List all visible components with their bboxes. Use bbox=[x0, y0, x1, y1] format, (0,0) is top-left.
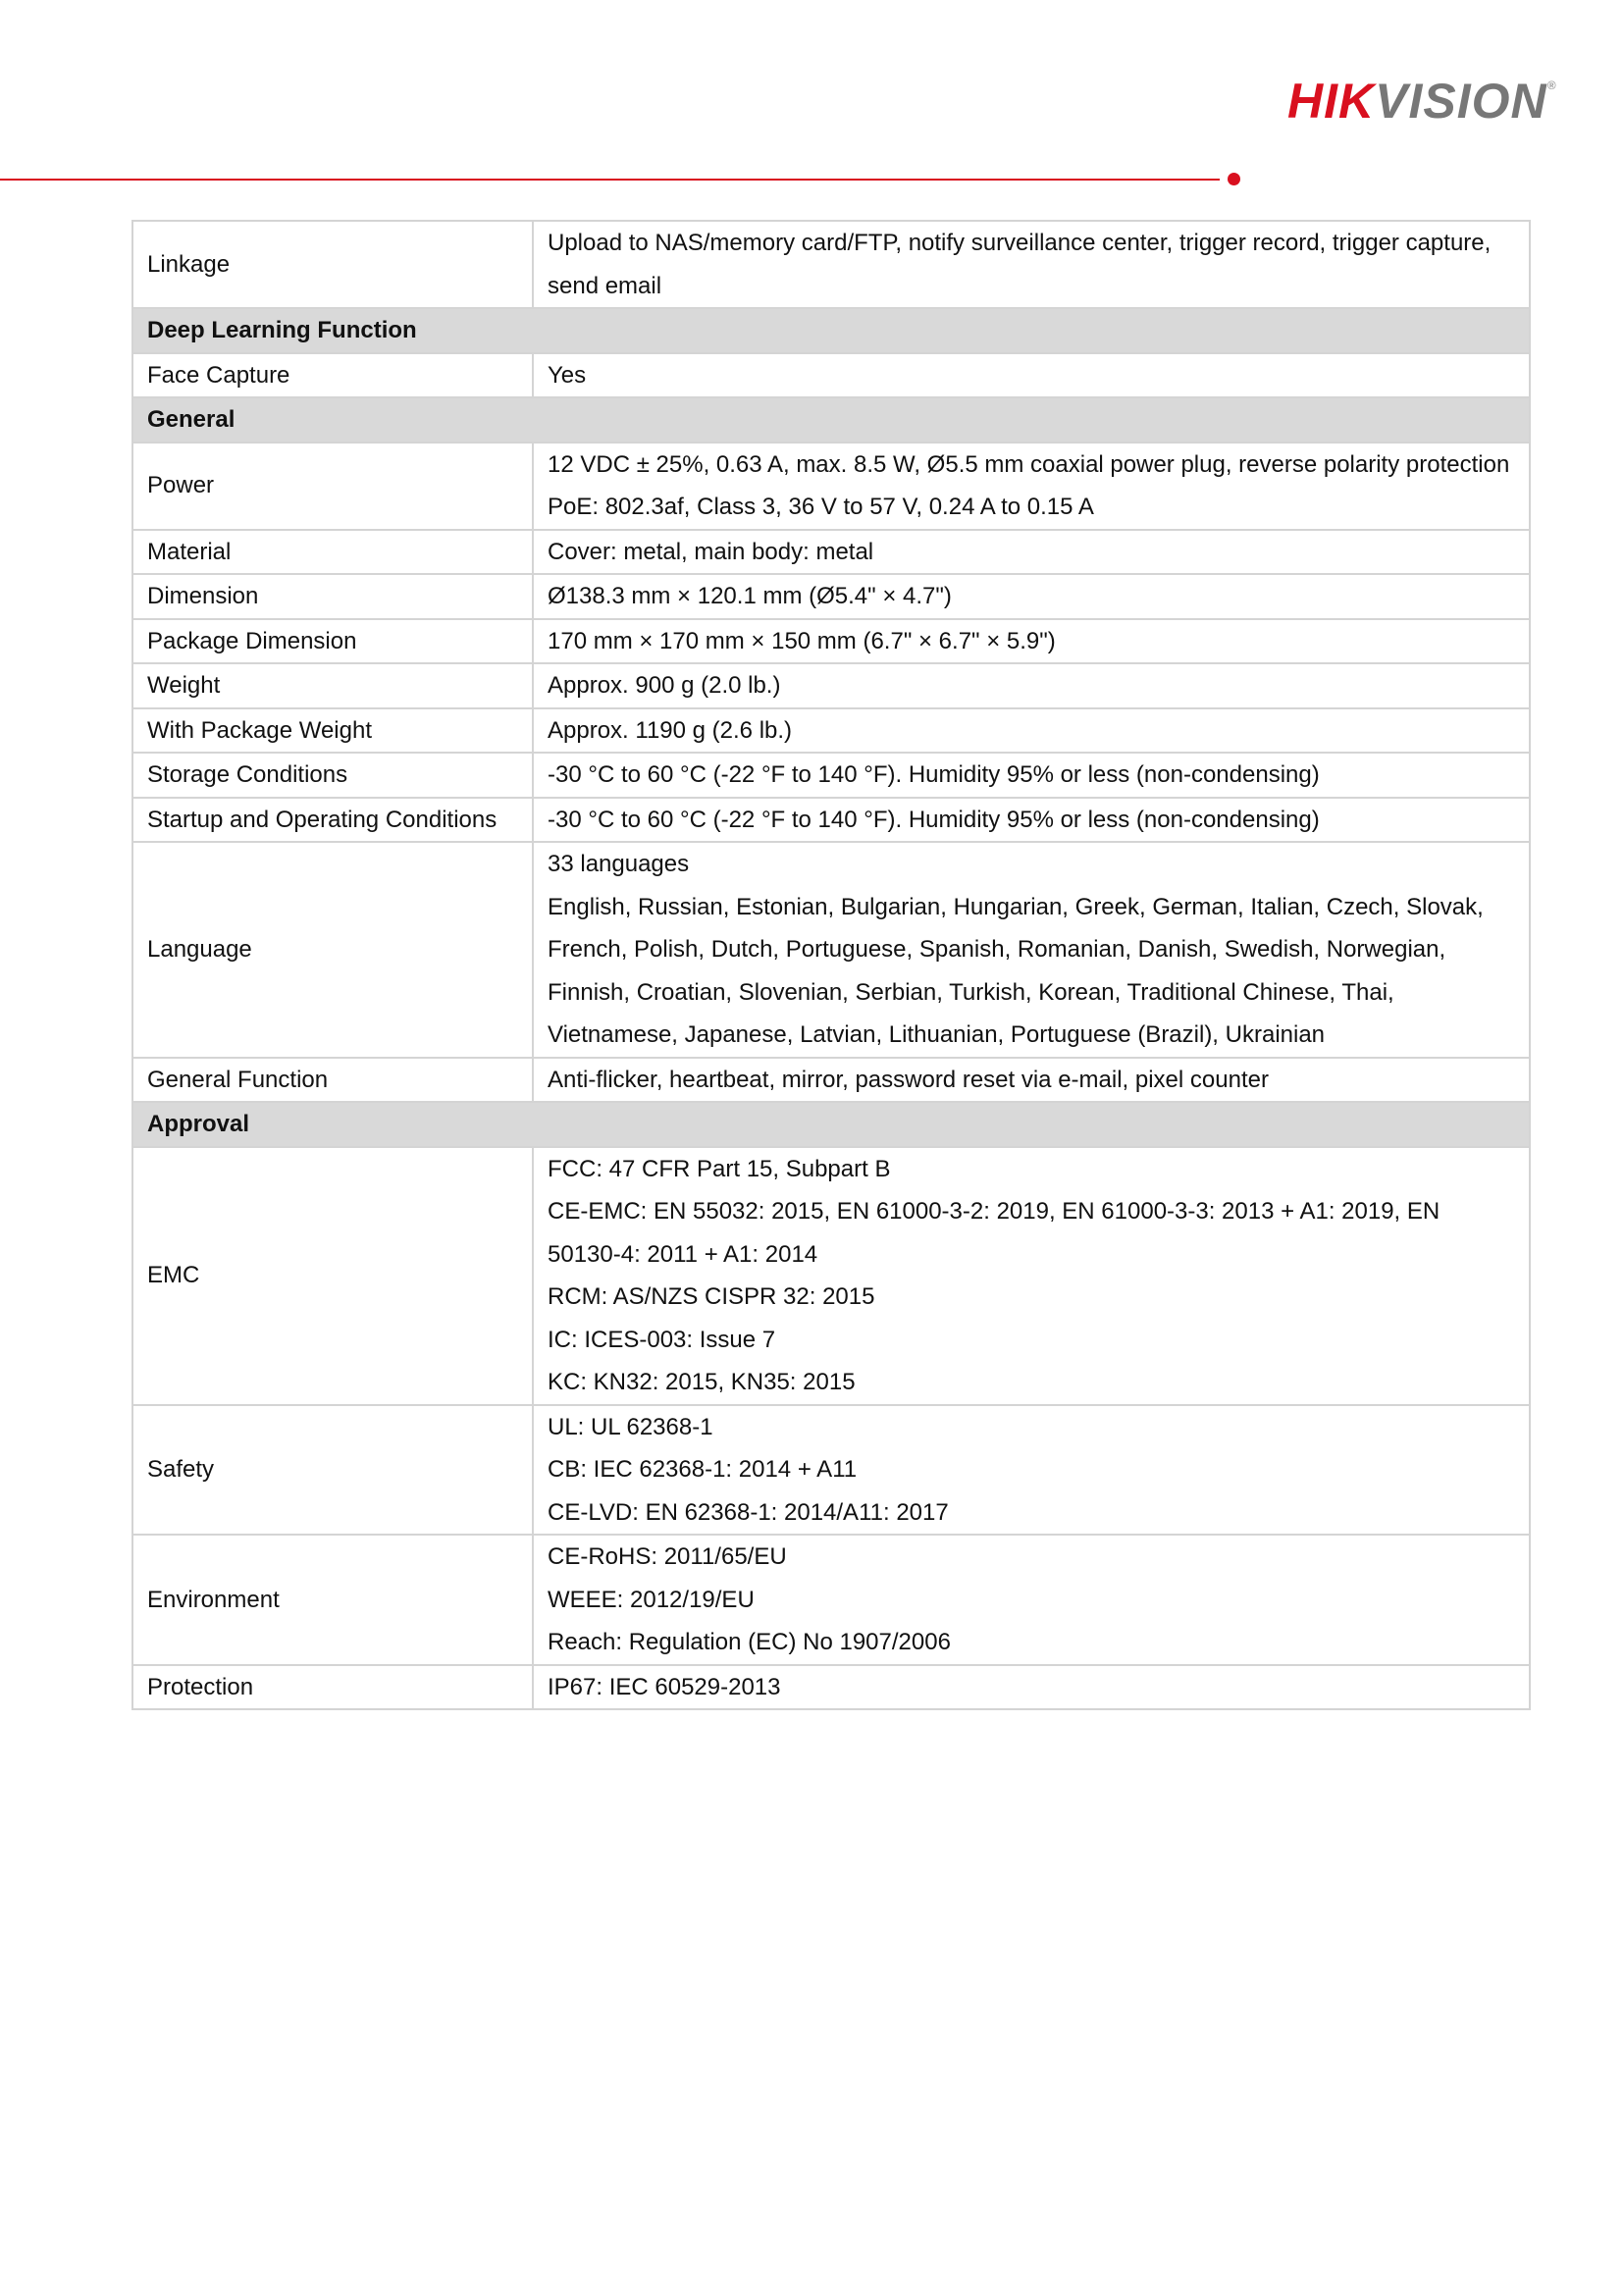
spec-key: Storage Conditions bbox=[132, 753, 533, 798]
spec-value-line: CE-EMC: EN 55032: 2015, EN 61000-3-2: 2019, EN 61000-3-3: 2013 + A1: 2019, EN 50130-4: 2011 + A1: 2014 bbox=[548, 1198, 1440, 1268]
spec-key: Face Capture bbox=[132, 353, 533, 398]
spec-value-line: IC: ICES-003: Issue 7 bbox=[548, 1326, 776, 1353]
hikvision-logo bbox=[1287, 73, 1556, 130]
spec-value bbox=[533, 1147, 1530, 1405]
spec-value-line: 33 languages bbox=[548, 851, 690, 877]
section-header bbox=[132, 308, 1530, 353]
spec-value-line: FCC: 47 CFR Part 15, Subpart B bbox=[548, 1155, 891, 1182]
spec-value-line: 12 VDC ± 25%, 0.63 A, max. 8.5 W, Ø5.5 mm coaxial power plug, reverse polarity protection bbox=[548, 450, 1510, 478]
spec-value bbox=[533, 663, 1530, 708]
spec-key: Dimension bbox=[132, 574, 533, 619]
spec-row bbox=[132, 1147, 1530, 1405]
spec-value-line: CE-RoHS: 2011/65/EU bbox=[548, 1543, 787, 1570]
spec-value bbox=[533, 1535, 1530, 1665]
spec-value bbox=[533, 443, 1530, 530]
spec-row bbox=[132, 221, 1530, 308]
spec-key: Linkage bbox=[132, 221, 533, 308]
header-rule-dot bbox=[1228, 173, 1240, 185]
logo-vision: VISION bbox=[1375, 74, 1547, 129]
spec-row bbox=[132, 353, 1530, 398]
spec-key: EMC bbox=[132, 1147, 533, 1405]
spec-key: Material bbox=[132, 530, 533, 575]
spec-value-line: -30 °C to 60 °C (-22 °F to 140 °F). Humidity 95% or less (non-condensing) bbox=[548, 806, 1320, 833]
spec-value bbox=[533, 530, 1530, 575]
spec-value-line: -30 °C to 60 °C (-22 °F to 140 °F). Humidity 95% or less (non-condensing) bbox=[548, 761, 1320, 788]
spec-row bbox=[132, 798, 1530, 843]
spec-value bbox=[533, 842, 1530, 1058]
spec-row bbox=[132, 842, 1530, 1058]
logo-hik: HIK bbox=[1287, 74, 1376, 129]
spec-value bbox=[533, 221, 1530, 308]
spec-row bbox=[132, 663, 1530, 708]
spec-key: Weight bbox=[132, 663, 533, 708]
spec-row bbox=[132, 619, 1530, 664]
spec-value-line: KC: KN32: 2015, KN35: 2015 bbox=[548, 1369, 856, 1395]
spec-value-line: Upload to NAS/memory card/FTP, notify surveillance center, trigger record, trigger capture, send email bbox=[548, 230, 1492, 299]
spec-value bbox=[533, 353, 1530, 398]
spec-value-line: Cover: metal, main body: metal bbox=[548, 538, 874, 565]
spec-value-line: CB: IEC 62368-1: 2014 + A11 bbox=[548, 1456, 858, 1483]
section-title: Approval bbox=[132, 1102, 1530, 1147]
spec-value-line: CE-LVD: EN 62368-1: 2014/A11: 2017 bbox=[548, 1498, 949, 1526]
spec-row bbox=[132, 530, 1530, 575]
section-header bbox=[132, 397, 1530, 443]
section-header bbox=[132, 1102, 1530, 1147]
spec-key: Language bbox=[132, 842, 533, 1058]
spec-value-line: WEEE: 2012/19/EU bbox=[548, 1586, 755, 1613]
spec-key: Environment bbox=[132, 1535, 533, 1665]
spec-value bbox=[533, 1058, 1530, 1103]
spec-row bbox=[132, 708, 1530, 754]
spec-value-line: Yes bbox=[548, 361, 587, 389]
spec-key: Safety bbox=[132, 1405, 533, 1536]
spec-key: Protection bbox=[132, 1665, 533, 1710]
registered-mark: ® bbox=[1546, 78, 1557, 92]
spec-value-line: Ø138.3 mm × 120.1 mm (Ø5.4" × 4.7") bbox=[548, 583, 952, 609]
spec-value bbox=[533, 1665, 1530, 1710]
spec-value-line: Anti-flicker, heartbeat, mirror, password reset via e-mail, pixel counter bbox=[548, 1066, 1269, 1093]
spec-value bbox=[533, 798, 1530, 843]
spec-row bbox=[132, 1058, 1530, 1103]
spec-value-line: Approx. 900 g (2.0 lb.) bbox=[548, 672, 781, 699]
spec-value-line: 170 mm × 170 mm × 150 mm (6.7" × 6.7" × 5.9") bbox=[548, 627, 1056, 654]
spec-value-line: PoE: 802.3af, Class 3, 36 V to 57 V, 0.24 A to 0.15 A bbox=[548, 494, 1094, 520]
spec-value-line: Reach: Regulation (EC) No 1907/2006 bbox=[548, 1629, 951, 1655]
spec-value-line: UL: UL 62368-1 bbox=[548, 1413, 713, 1440]
spec-table bbox=[131, 220, 1531, 1710]
spec-value-line: RCM: AS/NZS CISPR 32: 2015 bbox=[548, 1283, 875, 1310]
spec-value bbox=[533, 708, 1530, 754]
spec-value bbox=[533, 1405, 1530, 1536]
spec-row bbox=[132, 1535, 1530, 1665]
spec-value bbox=[533, 574, 1530, 619]
spec-row bbox=[132, 443, 1530, 530]
spec-value-line: IP67: IEC 60529-2013 bbox=[548, 1673, 781, 1700]
spec-value-line: Approx. 1190 g (2.6 lb.) bbox=[548, 716, 793, 744]
spec-value bbox=[533, 753, 1530, 798]
section-title: Deep Learning Function bbox=[132, 308, 1530, 353]
spec-row bbox=[132, 1405, 1530, 1536]
section-title: General bbox=[132, 397, 1530, 443]
spec-row bbox=[132, 753, 1530, 798]
spec-key: Package Dimension bbox=[132, 619, 533, 664]
spec-row bbox=[132, 574, 1530, 619]
header-rule bbox=[0, 179, 1220, 181]
spec-value-line: English, Russian, Estonian, Bulgarian, Hungarian, Greek, German, Italian, Czech, Slovak, French, Polish, Dutch, Portuguese, Spanish, Romanian, Danish, Swedish, Norwegian, Finnish, Croatian, Slovenian, Serbian, Turkish, Korean, Traditional Chinese, Thai, Vietnamese, Japanese, Latvian, Lithuanian, Portuguese (Brazil), Ukrainian bbox=[548, 893, 1484, 1048]
spec-row bbox=[132, 1665, 1530, 1710]
spec-value bbox=[533, 619, 1530, 664]
spec-key: Power bbox=[132, 443, 533, 530]
spec-key: General Function bbox=[132, 1058, 533, 1103]
spec-key: Startup and Operating Conditions bbox=[132, 798, 533, 843]
spec-key: With Package Weight bbox=[132, 708, 533, 754]
